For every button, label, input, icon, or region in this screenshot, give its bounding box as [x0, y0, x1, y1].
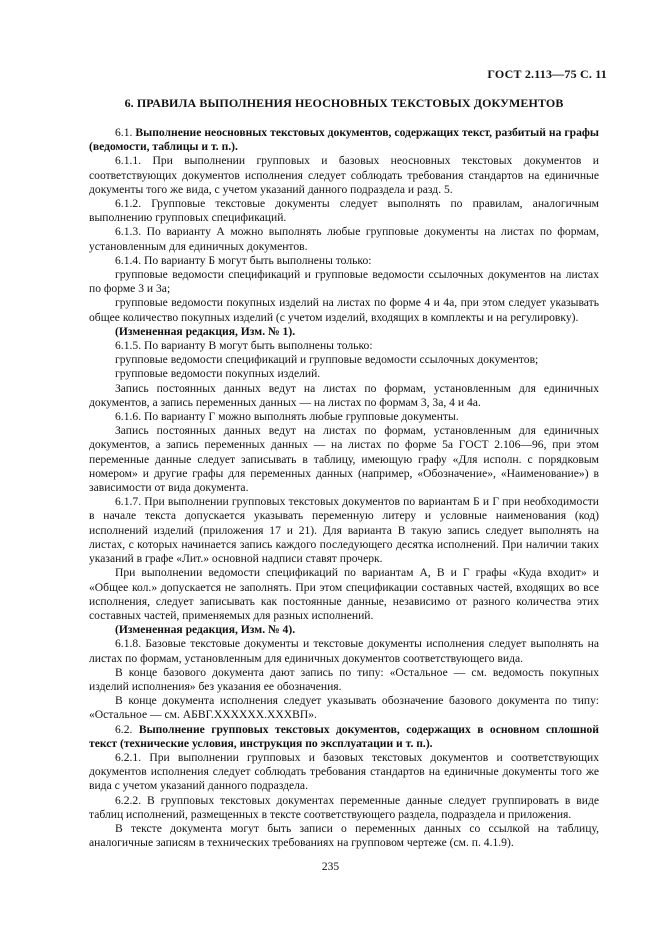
paragraph: 6.1.5. По варианту В могут быть выполнены только: — [115, 339, 373, 353]
paragraph: групповые ведомости покупных изделий на листах по форме 4 и 4а, при этом следует указывать общее количество покупных изделий (с учетом изделий, входящих в комплекты и на регулировку). — [89, 296, 599, 324]
paragraph: Запись постоянных данных ведут на листах по формам, установленным для единичных документов, а запись переменных данных — на листах по формам 3, 3а, 4 и 4а. — [89, 381, 599, 409]
page-header: ГОСТ 2.113—75 С. 11 — [487, 67, 607, 81]
paragraph: 6.2.2. В групповых текстовых документах переменные данные следует группировать в виде таблиц исполнений, размещенных в тексте соответствующего раздела, подраздела и приложения. — [89, 793, 599, 821]
document-body — [89, 126, 599, 850]
paragraph: 6.1.6. По варианту Г можно выполнять любые групповые документы. — [115, 410, 459, 424]
paragraph: 6.1.1. При выполнении групповых и базовых неосновных текстовых документов и соответствующих документов исполнения следует соблюдать требования стандартов на единичные документы того же вида, с учетом указаний данного подраздела и разд. 5. — [89, 154, 599, 196]
paragraph: групповые ведомости спецификаций и групповые ведомости ссылочных документов на листах по форме 3 и 3а; — [89, 268, 599, 296]
paragraph: групповые ведомости спецификаций и групповые ведомости ссылочных документов; — [115, 353, 539, 367]
amendment-note: (Измененная редакция, Изм. № 4). — [115, 623, 296, 637]
paragraph: 6.1.2. Групповые текстовые документы следует выполнять по правилам, аналогичным выполнению групповых спецификаций. — [89, 197, 599, 225]
section-title: 6. ПРАВИЛА ВЫПОЛНЕНИЯ НЕОСНОВНЫХ ТЕКСТОВЫХ ДОКУМЕНТОВ — [124, 96, 564, 110]
paragraph: В конце документа исполнения следует указывать обозначение базового документа по типу: «Остальное — см. АБВГ.XXXXXX.XXXВП». — [89, 694, 599, 722]
paragraph: 6.1.8. Базовые текстовые документы и текстовые документы исполнения следует выполнять на листах по формам, установленным для единичных документов соответствующего вида. — [89, 637, 599, 665]
paragraph: 6.1. Выполнение неосновных текстовых документов, содержащих текст, разбитый на графы (ведомости, таблицы и т. п.). — [89, 126, 599, 154]
paragraph: В конце базового документа дают запись по типу: «Остальное — см. ведомость покупных изделий исполнения» без указания ее обозначения. — [89, 665, 599, 693]
paragraph: В тексте документа могут быть записи о переменных данных со ссылкой на таблицу, аналогичные записям в технических требованиях на групповом чертеже (см. п. 4.1.9). — [89, 821, 599, 850]
paragraph: 6.1.7. При выполнении групповых текстовых документов по вариантам Б и Г при необходимости в начале текста допускается указывать переменную литеру и условные наименования (код) исполнений изделий (приложения 17 и 21). Для варианта В такую запись следует выполнять на листах, с которых начинается запись каждого последующего десятка исполнений. При наличии таких указаний в графе «Лит.» основной надписи ставят прочерк. — [89, 495, 599, 566]
page-number: 235 — [321, 861, 340, 873]
paragraph: 6.1.3. По варианту А можно выполнять любые групповые документы на листах по формам, установленным для единичных документов. — [89, 225, 599, 253]
paragraph: Запись постоянных данных ведут на листах по формам, установленным для единичных документов, а запись переменных данных — на листах по форме 5а ГОСТ 2.106—96, при этом переменные данные следует записывать в таблицу, имеющую графу «Для исполн. с порядковым номером» и другие графы для переменных данных (например, «Обозначение», «Наименование») в зависимости от вида документа. — [89, 424, 599, 495]
paragraph: 6.2.1. При выполнении групповых и базовых текстовых документов и соответствующих документов исполнения следует соблюдать требования стандартов на единичные документы того же вида с учетом указаний данного подраздела. — [89, 750, 599, 793]
paragraph: 6.2. Выполнение групповых текстовых документов, содержащих в основном сплошной текст (технические условия, инструкция по эксплуатации и т. п.). — [89, 722, 599, 750]
amendment-note: (Измененная редакция, Изм. № 1). — [115, 324, 296, 338]
paragraph: 6.1.4. По варианту Б могут быть выполнены только: — [115, 253, 372, 267]
paragraph: групповые ведомости покупных изделий. — [115, 367, 321, 381]
paragraph: При выполнении ведомости спецификаций по вариантам А, В и Г графы «Куда входит» и «Общее кол.» допускается не заполнять. При этом спецификации составных частей, входящих во все исполнения, следует записывать как постоянные данные, независимо от разного количества этих составных частей, применяемых для разных исполнений. — [89, 566, 599, 622]
